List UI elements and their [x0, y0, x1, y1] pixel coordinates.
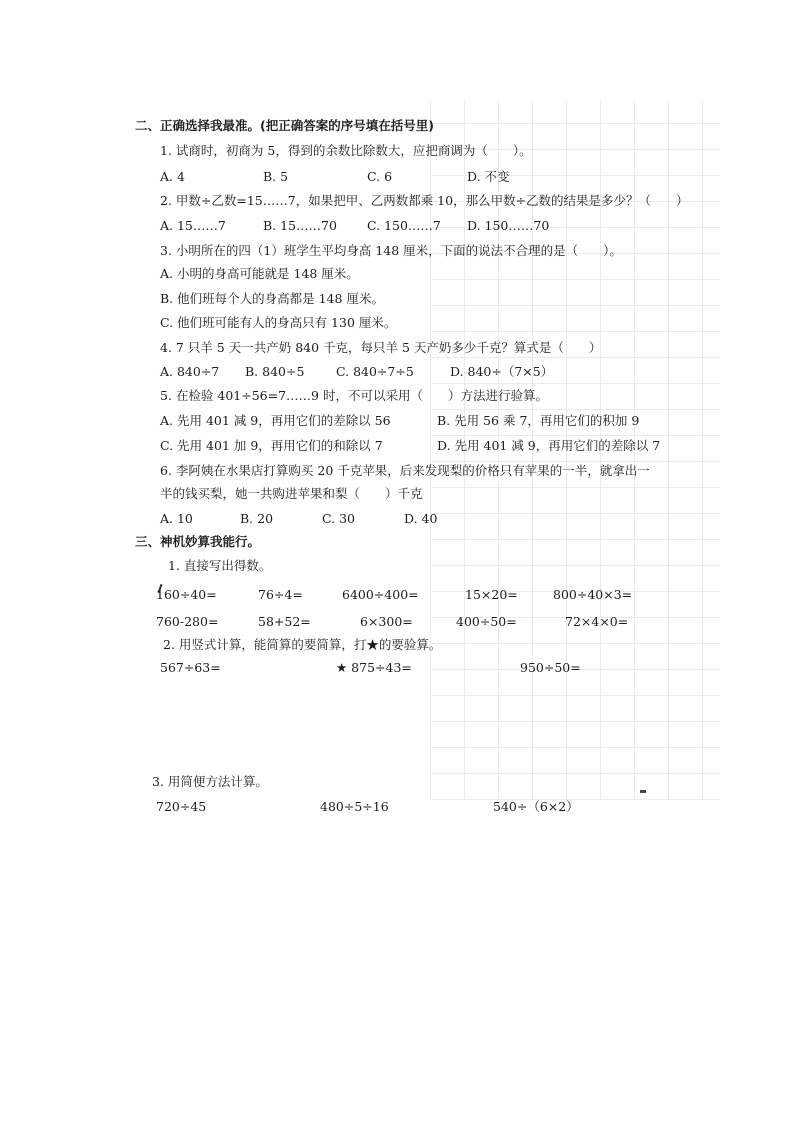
stray-mark	[640, 790, 646, 793]
q2-option-c: C. 150……7	[367, 218, 441, 233]
q6-option-c: C. 30	[322, 511, 355, 526]
simplify-item: 480÷5÷16	[320, 799, 389, 814]
q1-option-d: D. 不变	[467, 169, 510, 184]
mental-math-item: 6400÷400=	[342, 587, 419, 602]
q3-option-a: A. 小明的身高可能就是 148 厘米。	[160, 266, 359, 281]
section-2-title: 二、正确选择我最准。(把正确答案的序号填在括号里)	[135, 118, 434, 133]
q2-option-a: A. 15……7	[160, 218, 226, 233]
q6-option-a: A. 10	[160, 511, 193, 526]
simplify-item: 720÷45	[156, 799, 207, 814]
q3-option-c: C. 他们班可能有人的身高只有 130 厘米。	[160, 315, 397, 330]
q2-option-d: D. 150……70	[467, 218, 550, 233]
mental-math-item: 160÷40=	[156, 587, 217, 602]
q5-stem: 5. 在检验 401÷56=7……9 时，不可以采用（ ）方法进行验算。	[160, 388, 548, 403]
q4-option-b: B. 840÷5	[245, 364, 305, 379]
q5-option-a: A. 先用 401 减 9，再用它们的差除以 56	[160, 413, 391, 428]
part1-heading: 1. 直接写出得数。	[168, 558, 272, 573]
q3-option-b: B. 他们班每个人的身高都是 148 厘米。	[160, 291, 384, 306]
q6-option-d: D. 40	[404, 511, 438, 526]
mental-math-item: 6×300=	[360, 614, 413, 629]
mental-math-item: 76÷4=	[258, 587, 303, 602]
simplify-item: 540÷（6×2）	[493, 799, 579, 814]
mental-math-item: 72×4×0=	[565, 614, 629, 629]
q6-stem-line1: 6. 李阿姨在水果店打算购买 20 千克苹果，后来发现梨的价格只有苹果的一半，就拿出一	[160, 463, 650, 478]
q5-option-c: C. 先用 401 加 9，再用它们的和除以 7	[160, 438, 383, 453]
section-3-title: 三、神机妙算我能行。	[135, 534, 261, 549]
mental-math-item: 400÷50=	[456, 614, 517, 629]
q4-stem: 4. 7 只羊 5 天一共产奶 840 千克，每只羊 5 天产奶多少千克？算式是（ ）	[160, 340, 602, 355]
mental-math-item: 15×20=	[465, 587, 518, 602]
q1-option-a: A. 4	[160, 169, 185, 184]
part3-heading: 3. 用简便方法计算。	[152, 774, 268, 789]
q3-stem: 3. 小明所在的四（1）班学生平均身高 148 厘米，下面的说法不合理的是（ ）。	[160, 243, 622, 258]
q4-option-a: A. 840÷7	[160, 364, 220, 379]
q1-stem: 1. 试商时，初商为 5，得到的余数比除数大，应把商调为（ ）。	[160, 143, 532, 158]
q4-option-c: C. 840÷7÷5	[336, 364, 414, 379]
vertical-calc-item: 950÷50=	[520, 660, 581, 675]
mental-math-item: 760-280=	[156, 614, 219, 629]
vertical-calc-item: 567÷63=	[160, 660, 221, 675]
mental-math-item: 58+52=	[258, 614, 311, 629]
q5-option-d: D. 先用 401 减 9，再用它们的差除以 7	[437, 438, 661, 453]
mental-math-item: 800÷40×3=	[553, 587, 633, 602]
q5-option-b: B. 先用 56 乘 7，再用它们的积加 9	[437, 413, 640, 428]
q4-option-d: D. 840÷（7×5）	[450, 364, 554, 379]
vertical-calc-item-starred: ★ 875÷43=	[336, 660, 412, 675]
q2-option-b: B. 15……70	[263, 218, 337, 233]
q2-stem: 2. 甲数÷乙数=15……7，如果把甲、乙两数都乘 10，那么甲数÷乙数的结果是多少？（ ）	[160, 193, 689, 208]
q1-option-b: B. 5	[263, 169, 289, 184]
q6-option-b: B. 20	[240, 511, 274, 526]
q1-option-c: C. 6	[367, 169, 393, 184]
q6-stem-line2: 半的钱买梨，她一共购进苹果和梨（ ）千克	[160, 486, 423, 501]
part2-heading: 2. 用竖式计算，能简算的要简算，打★的要验算。	[163, 637, 442, 652]
